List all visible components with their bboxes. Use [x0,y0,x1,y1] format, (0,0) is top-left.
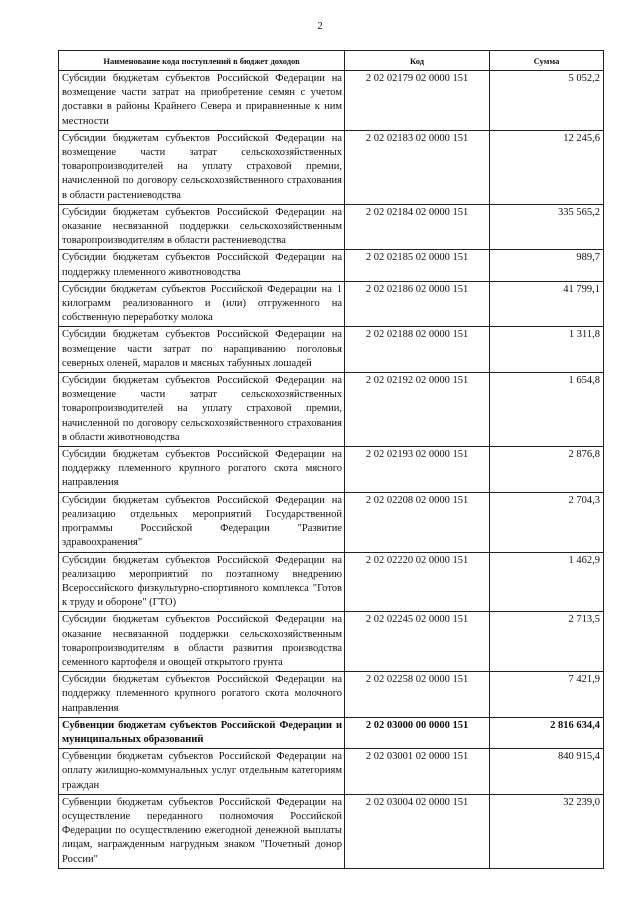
table-row [59,281,604,327]
table-row [59,672,604,718]
row-sum-cell: 2 816 634,4 [490,717,604,748]
row-code-cell: 2 02 02186 02 0000 151 [345,281,490,327]
row-name-cell: Субсидии бюджетам субъектов Российской Федерации на возмещение части затрат на приобретение семян с учетом доставки в районы Крайнего Севера и приравненные к ним местности [59,71,345,131]
row-sum-cell: 1 311,8 [490,327,604,373]
row-name-cell: Субсидии бюджетам субъектов Российской Федерации на возмещение части затрат по наращиванию поголовья северных оленей, маралов и мясных табунных лошадей [59,327,345,373]
table-row [59,552,604,612]
row-code-cell: 2 02 02185 02 0000 151 [345,250,490,281]
row-sum-cell: 1 462,9 [490,552,604,612]
row-code-cell: 2 02 02245 02 0000 151 [345,612,490,672]
row-sum-cell: 335 565,2 [490,204,604,250]
row-code-cell: 2 02 03001 02 0000 151 [345,749,490,795]
row-code-cell: 2 02 03004 02 0000 151 [345,794,490,868]
row-code-cell: 2 02 02184 02 0000 151 [345,204,490,250]
row-sum-cell: 41 799,1 [490,281,604,327]
row-name-cell: Субсидии бюджетам субъектов Российской Федерации на поддержку племенного животноводства [59,250,345,281]
header-code: Код [345,51,490,71]
table-row [59,492,604,552]
row-name-cell: Субсидии бюджетам субъектов Российской Федерации на возмещение части затрат сельскохозяйственных товаропроизводителей на уплату страховой премии, начисленной по договору сельскохозяйственного страхования в области растениеводства [59,130,345,204]
row-name-cell: Субсидии бюджетам субъектов Российской Федерации на 1 килограмм реализованного и (или) отгруженного на собственную переработку молока [59,281,345,327]
row-code-cell: 2 02 02193 02 0000 151 [345,447,490,493]
header-name: Наименование кода поступлений в бюджет доходов [59,51,345,71]
page-number: 2 [317,20,323,32]
row-code-cell: 2 02 02192 02 0000 151 [345,373,490,447]
table-row [59,71,604,131]
table-row [59,749,604,795]
table-row [59,327,604,373]
row-code-cell: 2 02 02179 02 0000 151 [345,71,490,131]
row-sum-cell: 1 654,8 [490,373,604,447]
table-row [59,717,604,748]
row-sum-cell: 7 421,9 [490,672,604,718]
row-sum-cell: 2 704,3 [490,492,604,552]
row-code-cell: 2 02 02220 02 0000 151 [345,552,490,612]
row-sum-cell: 5 052,2 [490,71,604,131]
row-code-cell: 2 02 03000 00 0000 151 [345,717,490,748]
header-sum: Сумма [490,51,604,71]
table-row [59,373,604,447]
row-name-cell: Субсидии бюджетам субъектов Российской Федерации на реализацию мероприятий по поэтапному внедрению Всероссийского физкультурно-спортивного комплекса "Готов к труду и обороне" (ГТО) [59,552,345,612]
row-name-cell: Субвенции бюджетам субъектов Российской Федерации и муниципальных образований [59,717,345,748]
table-header-row [59,51,604,71]
row-sum-cell: 32 239,0 [490,794,604,868]
row-sum-cell: 2 876,8 [490,447,604,493]
row-sum-cell: 2 713,5 [490,612,604,672]
row-name-cell: Субсидии бюджетам субъектов Российской Федерации на поддержку племенного крупного рогатого скота мясного направления [59,447,345,493]
budget-income-table [58,50,604,869]
row-code-cell: 2 02 02188 02 0000 151 [345,327,490,373]
table-row [59,447,604,493]
table-row [59,612,604,672]
row-sum-cell: 12 245,6 [490,130,604,204]
row-name-cell: Субвенции бюджетам субъектов Российской Федерации на оплату жилищно-коммунальных услуг отдельным категориям граждан [59,749,345,795]
row-code-cell: 2 02 02183 02 0000 151 [345,130,490,204]
table-row [59,130,604,204]
row-code-cell: 2 02 02208 02 0000 151 [345,492,490,552]
row-name-cell: Субсидии бюджетам субъектов Российской Федерации на оказание несвязанной поддержки сельскохозяйственным товаропроизводителям в области растениеводства [59,204,345,250]
row-name-cell: Субсидии бюджетам субъектов Российской Федерации на реализацию отдельных мероприятий Государственной программы Российской Федерации "Развитие здравоохранения" [59,492,345,552]
row-name-cell: Субсидии бюджетам субъектов Российской Федерации на поддержку племенного крупного рогатого скота молочного направления [59,672,345,718]
row-name-cell: Субсидии бюджетам субъектов Российской Федерации на возмещение части затрат сельскохозяйственных товаропроизводителей на уплату страховой премии, начисленной по договору сельскохозяйственного страхования в области животноводства [59,373,345,447]
row-sum-cell: 840 915,4 [490,749,604,795]
row-sum-cell: 989,7 [490,250,604,281]
row-name-cell: Субвенции бюджетам субъектов Российской Федерации на осуществление переданного полномочия Российской Федерации по осуществлению ежегодной денежной выплаты лицам, награжденным нагрудным знаком "Почетный донор России" [59,794,345,868]
table-row [59,204,604,250]
row-name-cell: Субсидии бюджетам субъектов Российской Федерации на оказание несвязанной поддержки сельскохозяйственным товаропроизводителям в области развития производства семенного картофеля и овощей открытого грунта [59,612,345,672]
row-code-cell: 2 02 02258 02 0000 151 [345,672,490,718]
table-row [59,250,604,281]
table-row [59,794,604,868]
